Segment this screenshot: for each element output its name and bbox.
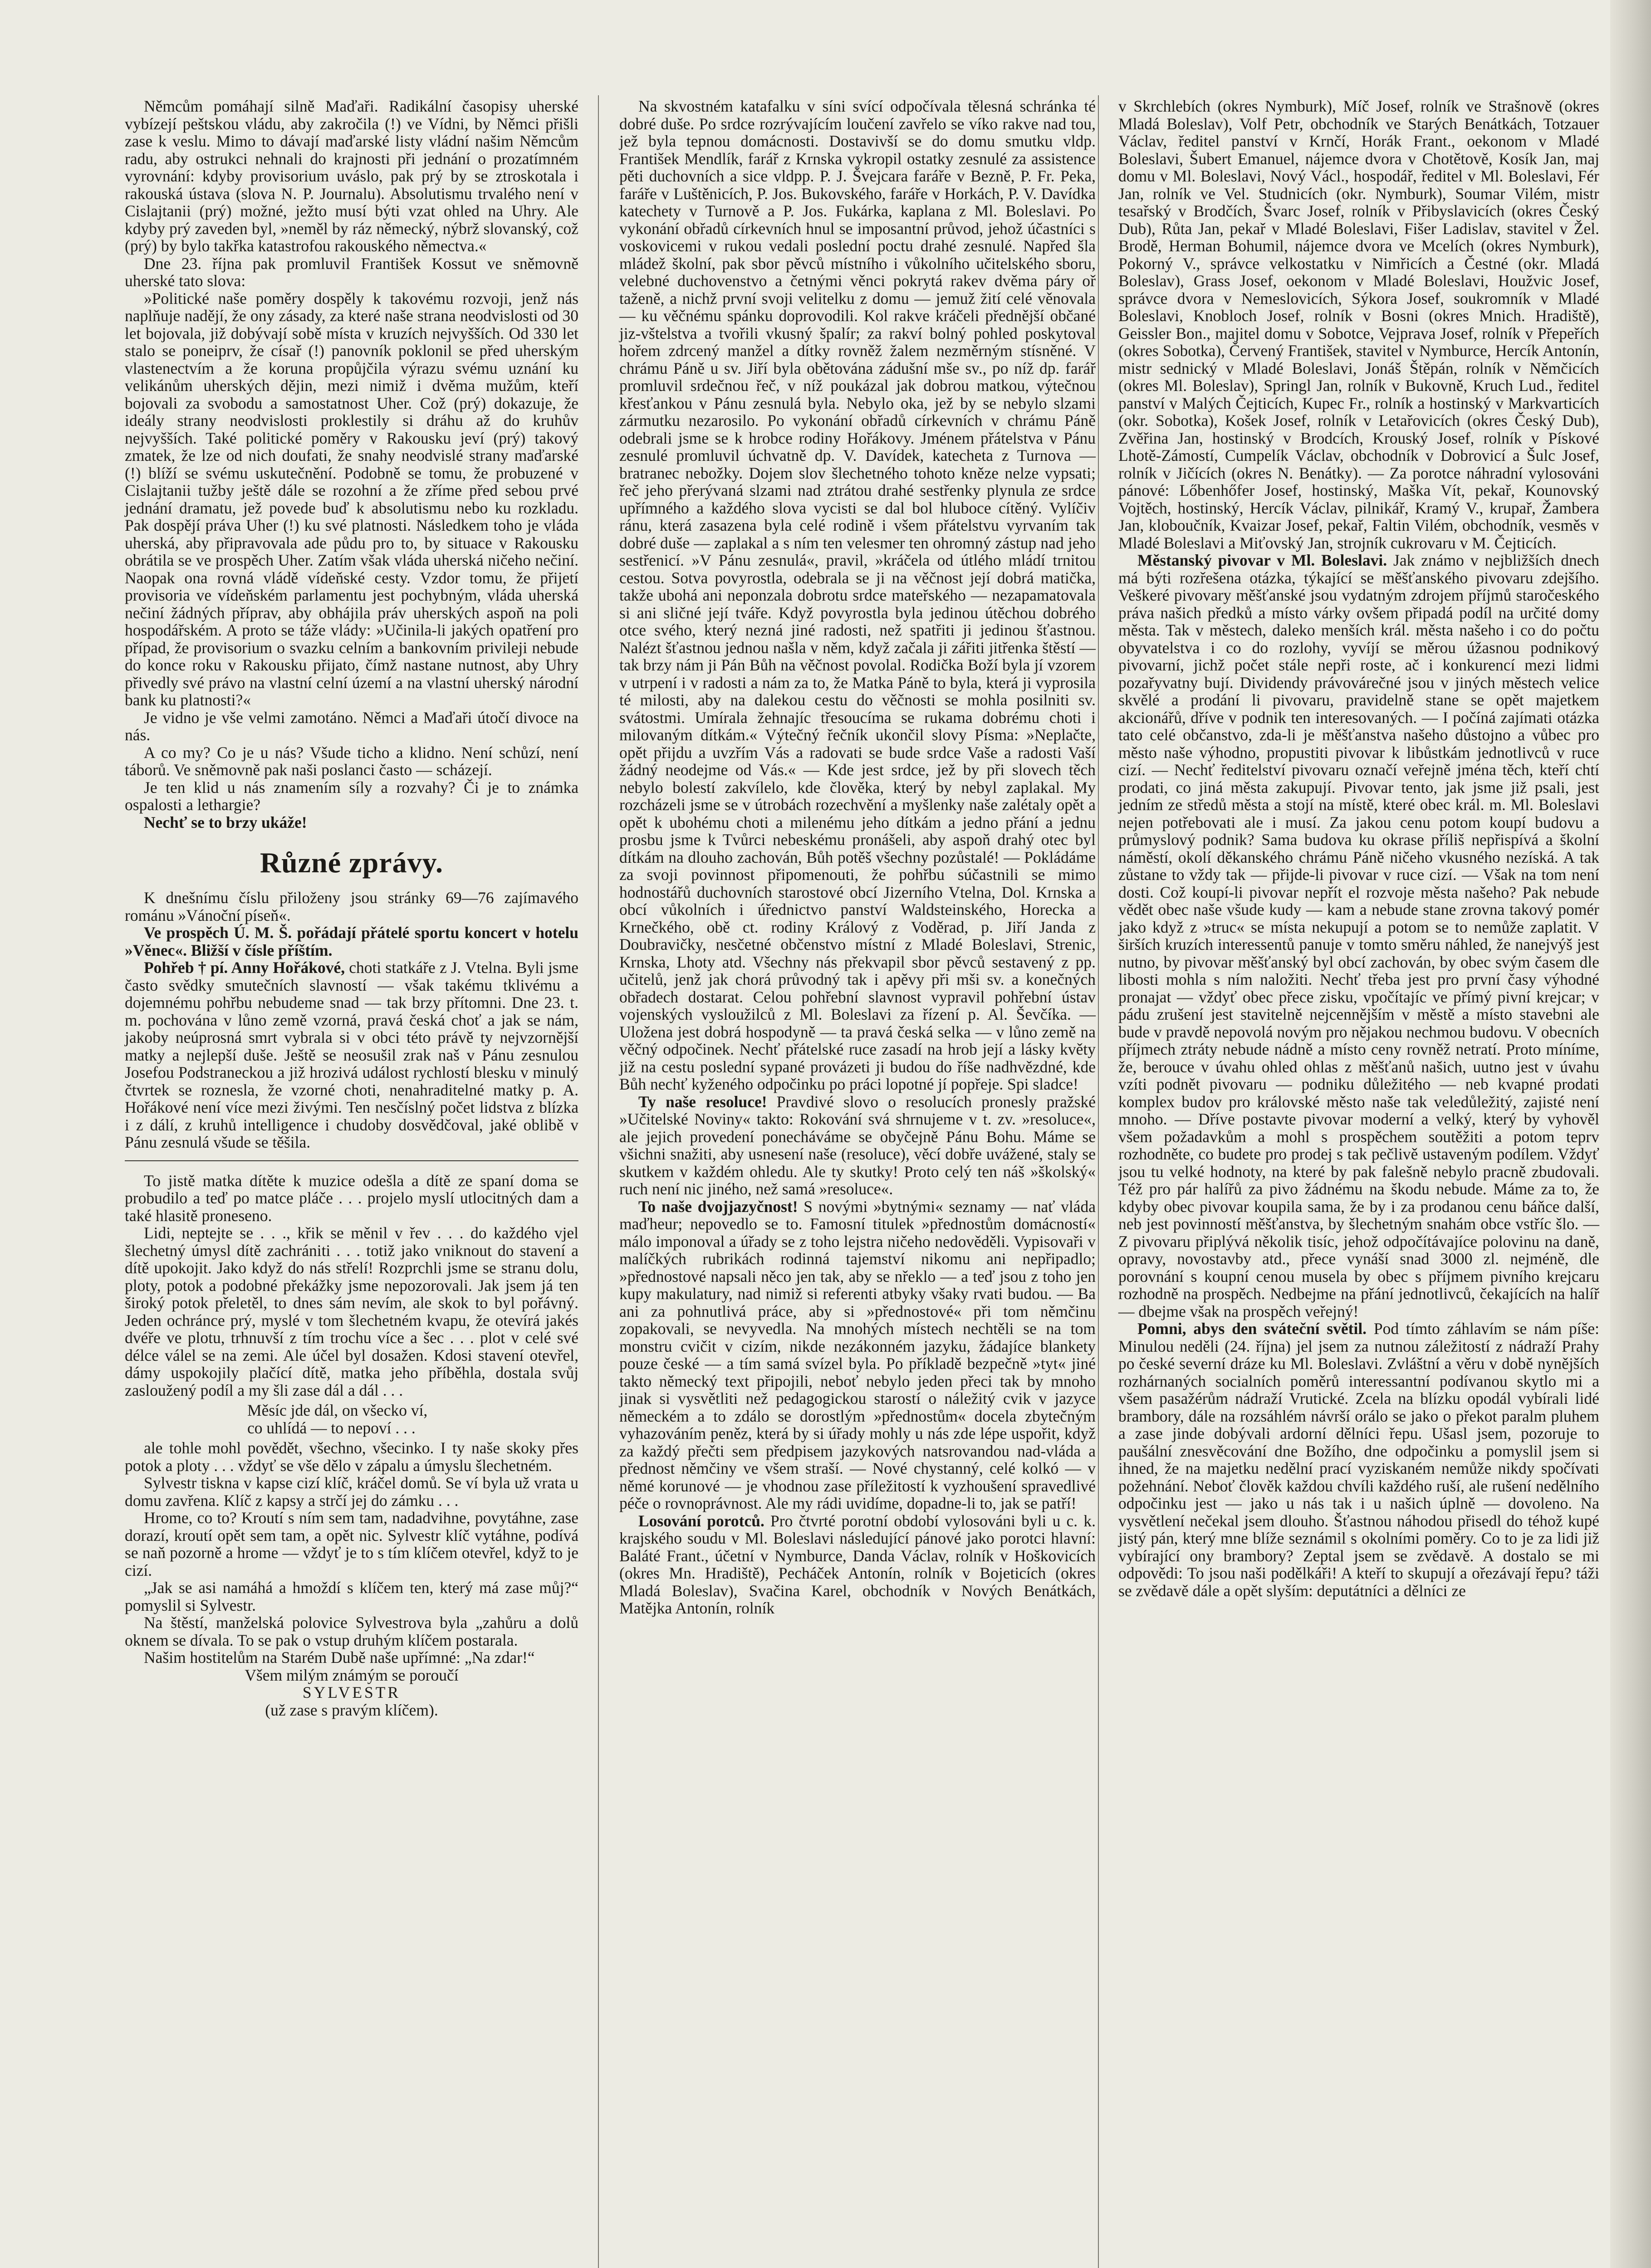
story-paragraph: Lidi, neptejte se . . ., křik se měnil v řev . . . do každého vjel šlechetný úmysl dítě zachrániti . . . totiž jako vniknout do stavení a dítě upokojit. Jako když do nás střelí! Rozprchli jsme se stranu dolu, ploty, potok a podobné překážky jsme nepozorovali. Jak jsem já ten široký potok přeletěl, to dnes sám nevím, ale skok to byl pořávný. Jeden ochránce prý, myslé v tom šlechetném kvapu, že otevírá jakés dvéře ve plotu, trhnuvší z tím trochu více a šec . . . plot v celé své délce válel se na zemi. Ale účel byl dosažen. Kdosi stavení otevřel, dámy uspokojily plačící dítě, matka jeho příběhla, dostala svůj zasloužený podíl a my šli zase dál a dál . . . [125, 1224, 578, 1399]
news-body: Pro čtvrté porotní období vylosováni byli u c. k. krajského soudu v Ml. Boleslavi následující pánové jako porotci hlavní: Baláté Frant., účetní v Nymburce, Danda Václav, rolník v Hoškovicích (okres Mn. Hradiště), Pecháček Antonín, rolník v Bojeticích (okres Mladá Boleslav), Svačina Karel, obchodník v Nových Benátkách, Matějka Antonín, rolník [619, 1511, 1096, 1617]
news-item: Ve prospěch Ú. M. Š. pořádají přátelé sportu koncert v hotelu »Věnec«. Bližší v čísle příštím. [125, 924, 578, 959]
section-separator [125, 1160, 578, 1161]
funeral-paragraph: Na skvostném katafalku v síni svící odpočívala tělesná schránka té dobré duše. Po srdce rozrývajícím loučení zavřelo se víko rakve nad tou, jež byla tepnou domácnosti. Dostavivší se do domu smutku vldp. František Mendlík, farář z Krnska vykropil ostatky zesnulé za assistence pěti duchovních a sice vldpp. P. J. Švejcara faráře v Bezně, P. Fr. Peka, faráře v Luštěnicích, P. Jos. Bukovského, faráře v Horkách, P. V. Davídka katechety v Turnově a P. Jos. Fukárka, kaplana z Ml. Boleslavi. Po vykonání obřadů církevních hnul se imposantní průvod, jehož účastníci s voskovicemi v rukou vedali poslední poctu drahé zesnulé. Napřed šla mládež školní, pak sbor pěvců místního i vůkolního učitelského sboru, velebné duchovenstvo a četnými věnci pokrytá rakev dvěma páry oř taženě, a nichž první svoji velitelku z domu — jemuž žití celé věnovala — ku věčnému spánku doprovodili. Kol rakve kráčeli přednější občané jiz-vštelstva a tvořili vkusný špalír; za rakví bolný pohled poskytoval hořem zdrcený manžel a dítky rovněž žalem nezměrným stísněné. V chrámu Páně u sv. Jiří byla obětována zádušní mše sv., po níž dp. farář promluvil srdečnou řeč, v níž poukázal jak dobrou matkou, výtečnou křesťankou v Pánu zesnulá byla. Nebylo oka, jež by se nebylo slzami zármutku nezarosilo. Po vykonání obřadů církevních v chrámu Páně odebrali jsme se k hrobce rodiny Hořákovy. Jménem přátelstva v Pánu zesnulé promluvil úchvatně dp. V. Davídek, katecheta z Turnova — bratranec nebožky. Dojem slov šlechetného tohoto kněze nelze vypsati; řeč jeho přerývaná slzami nad ztrátou drahé sestřenky plynula ze srdce upřímného a každého slova vycisti se dal bol hluboce cítěný. Vylíčiv ránu, která zasazena byla celé rodině i všem přátelstvu vyrvaním tak dobré duše — zaplakal a s ním ten velesmer ten ohromný zástup nad jeho sestřenicí. »V Pánu zesnulá«, pravil, »kráčela od útlého mládí trnitou cestou. Sotva povyrostla, odebrala se ji na věčnost její dobrá matička, takže ubohá ani neponzala dobrotu srdce mateřského — nezapamatovala si ani sličné její tváře. Když povyrostla byla jedinou útěchou dobrého otce svého, který nezná jiné radosti, než spatřiti ji jedinou šťastnou. Nalézt šťastnou jednou našla v něm, když začala ji zářiti jitřenka štěstí — tak brzy nám ji Pán Bůh na věčnost povolal. Rodička Boží byla jí vzorem v utrpení i v radosti a nám za to, že Matka Páně to byla, která ji vyprosila té milosti, aby na dalekou cestu do věčnosti se mohla posilniti sv. svátostmi. Umírala žehnajíc třesoucíma se rukama dobrému choti i milovaným dítkám.« Výtečný řečník ukončil slovy Písma: »Neplačte, opět přijdu a uvzřím Vás a radovati se bude srdce Vaše a radosti Vaší žádný neodejme od Vás.« — Kde jest srdce, jež by při slovech těch nebylo bolestí zakvílelo, kde člověka, který by nebyl zaplakal. My rozcházeli jsme se v útrobách rozechvění a myšlenky naše zalétaly opět a opět k ubohému choti a milenému jeho dítkám a jedno přání a jednu prosbu jsme k Tvůrci nebeskému pronášeli, aby aspoň drahý otec byl dítkám na dlouho zachován, Bůh potěš všechny pozůstalé! — Pokládáme za svoji povinnost připomenouti, že pohřbu súčastnili se mimo hodnostářů duchovních starostové obcí Jizerního Vtelna, Dol. Krnska a obcí vůkolních i úřednictvo panství Waldsteinského, Horecka a Krnečkého, obě ct. rodiny Králový z Voděrad, p. Jiří Janda z Doubravičky, nesčetné občenstvo místní z Mladé Boleslavi, Strenic, Krnska, Lhoty atd. Všechny nás překvapil sbor pěvců sestavený z pp. učitelů, jenž jak chorá průvodný tak i apěvy při mši sv. a konečných obřadech dostarat. Celou pohřební slavnost vypravil pohřební ústav vojenských vysloužilců z Ml. Boleslavi za řízení p. Al. Ševčíka. — Uložena jest dobrá hospodyně — ta pravá česká selka — v lůno země na věčný odpočinek. Nechť přátelské ruce zasadí na hrob její a lásky květy již na cestu poslední sypané provázeti ji budou do říše nadhvězdné, kde Bůh nechť kyženého odpočinku po práci lopotné jí popřeje. Spi sladce! [619, 97, 1096, 1093]
story-paragraph: ale tohle mohl povědět, všechno, všecinko. I ty naše skoky přes potok a ploty . . . vždyť se vše dělo v zápalu a úmyslu šlechetném. [125, 1439, 578, 1475]
politics-paragraph: Je ten klid u nás znamením síly a rozvahy? Či je to známka ospalosti a lethargie? [125, 778, 578, 814]
news-body: Pravdivé slovo o resolucích pronesly pražské »Učitelské Noviny« takto: Rokování svá shrnujeme v t. zv. »resoluce«, ale jejich provedení ponecháváme se obyčejně Pánu Bohu. Máme se všichni snažiti, aby usnesení naše (resoluce), věcí dobře uvážené, staly se skutkem v každém ohledu. Ale ty skutky! Proto celý ten náš »školský« ruch není nic jiného, než samá »resoluce«. [619, 1092, 1096, 1198]
page-edge-shadow [1610, 0, 1651, 2268]
news-item-brewery [1118, 552, 1599, 1320]
news-lead: Pohřeb † pí. Anny Hořákové, [144, 958, 345, 977]
politics-closing: Nechť se to brzy ukáže! [144, 813, 307, 831]
story-paragraph: Našim hostitelům na Starém Dubě naše upřímné: „Na zdar!“ [144, 1648, 535, 1667]
story-paragraph: Na štěstí, manželská polovice Sylvestrova byla „zahůru a dolů oknem se dívala. To se pak o vstup druhým klíčem postarala. [125, 1613, 578, 1649]
kossuth-quote: »Politické naše poměry dospěly k takovému rozvoji, jenž nás naplňuje nadějí, že ony zásady, za které naše strana neodvislosti od 30 let bojovala, již dobývají sobě místa v kruzích nejvyšších. Od 330 let stalo se poneiprv, že císař (!) panovník poklonil se před uherským vlastenectvím a že koruna propůjčila výrazu svému uznání ku velikánům uherských dějin, mezi nimiž i dvěma mužům, kteří bojovali za svobodu a samostatnost Uher. Což (prý) dokazuje, že ideály strany neodvislosti proklestily si dráhu až do kruhův nejvyšších. Také politické poměry v Rakousku jeví (prý) takový zmatek, že lze od nich doufati, že snahy neodvislé strany maďarské (!) blíží se svému uskutečnění. Podobně se tomu, že probuzené v Cislajtanii tužby ještě dále se rozohní a že zříme před sebou prvé jednání dramatu, jež povede buď k absolutismu nebo ku rozkladu. Pak dospějí práva Uher (!) ku své platnosti. Následkem toho je vláda uherská, aby připravovala ade půdu pro to, by situace v Rakousku obrátila se ve prospěch Uher. Zatím však vláda uherská ničeho nečiní. Naopak ona rovná vládě vídeňské cesty. Vzdor tomu, že přijetí provisoria ve vídeňském parlamentu jest pochybným, vláda uherská nečiní žádných příprav, aby obhájila práv uherských aspoň na poli hospodářském. A proto se táže vlády: »Učinila-li jakých opatření pro případ, že provisorium o svazku celním a bankovním privileji nebude do konce roku v Rakousku přijato, čímž nastane nutnost, aby Uhry přivedly své právo na vlastní celní území a na vlastní uherský národní bank ku platnosti?« [125, 289, 578, 709]
column-rule-right [1098, 95, 1099, 2268]
politics-paragraph: Dne 23. října pak promluvil František Kossut ve sněmovně uherské tato slova: [125, 254, 578, 290]
section-heading-news: Různé zprávy. [260, 846, 444, 879]
story-paragraph: Sylvestr tiskna v kapse cizí klíč, kráčel domů. Se ví byla už vrata u domu zavřena. Klíč z kapsy a strčí jej do zámku . . . [125, 1474, 578, 1510]
poem-line: Měsíc jde dál, on všecko ví, [247, 1401, 428, 1419]
column-left [125, 98, 578, 1719]
news-item-funeral [125, 959, 578, 1151]
column-right [1118, 98, 1599, 1599]
news-lead: Losování porotců. [638, 1511, 764, 1530]
news-lead: Městanský pivovar v Ml. Boleslavi. [1137, 551, 1387, 569]
news-lead: To naše dvojjazyčnost! [638, 1197, 798, 1216]
news-body: Pod tímto záhlavím se nám píše: Minulou neděli (24. října) jel jsem za nutnou záležitostí z nádraží Prahy po české severní dráze ku Ml. Boleslavi. Zvláštní a věru v době nynějších rozhárnaných socialních poměrů interessantní podívanou skytlo mi a všem pasažérům nádraží Vrutické. Zcela na blízku opodál vybírali lidé brambory, dále na rozsáhlém návrší orálo se jako o překot paralm pluhem a zase jinde dobývali ardorní dělníci řepu. Ušasl jsem, pozoruje to paušální znesvěcování dne Božího, dne odpočinku a pomyslil jsem si ihned, že na majetku nedělní prací vyziskaném nemůže nikdy spočívati požehnání. Neboť člověk každou chvíli každého ruší, ale rušení nedělního odpočinku jest — jako u nás tak i u našich úplně — dovoleno. Na vysvětlení nečekal jsem dlouho. Šťastnou náhodou přisedl do téhož kupé jistý pán, který mne blíže seznámil s okolními poměry. Co to je za lidi již vybírající ony brambory? Zeptal jsem se zvědavě. A dostalo se mi odpovědi: To jsou naši podělkáři! A kteří to skupují a ořezávají řepu? táži se zvědavě dále a opět slyším: deputátníci a dělníci ze [1118, 1320, 1599, 1600]
story-paragraph: „Jak se asi namáhá a hmoždí s klíčem ten, který má zase můj?“ pomyslil si Sylvestr. [125, 1579, 578, 1614]
story-paragraph: To jistě matka dítěte k muzice odešla a dítě ze spaní doma se probudilo a teď po matce pláče . . . projelo myslí utlocitných dam a také hlasitě proneseno. [125, 1171, 578, 1225]
politics-paragraph: Je vidno je vše velmi zamotáno. Němci a Maďaři útočí divoce na nás. [125, 708, 578, 744]
column-rule-left [598, 95, 599, 2268]
politics-paragraph: A co my? Co je u nás? Všude ticho a klidno. Není schůzí, není táborů. Ve sněmovně pak naši poslanci často — scházejí. [125, 743, 578, 779]
news-item-sunday [1118, 1320, 1599, 1599]
news-item-bilingual [619, 1198, 1096, 1512]
jurors-list: v Skrchlebích (okres Nymburk), Míč Josef, rolník ve Strašnově (okres Mladá Boleslav), Volf Petr, obchodník ve Starých Benátkách, Totzauer Václav, ředitel panství v Krnčí, Horák Frant., oekonom v Mladé Boleslavi, Šubert Emanuel, nájemce dvora v Chotětově, Kosík Jan, maj domu v Ml. Boleslavi, Nový Václ., hospodář, ředitel v Ml. Boleslavi, Fér Jan, rolník ve Vel. Studnicích (okr. Nymburk), Soumar Vilém, mistr tesařský v Brodčích, Švarc Josef, rolník v Přibyslavicích (okres Český Dub), Růta Jan, pekař v Mladé Boleslavi, Fišer Ladislav, stavitel v Žel. Brodě, Herman Bohumil, nájemce dvora ve Mcelích (okres Nymburk), Pokorný V., správce velkostatku v Nimřicích a Čestné (okr. Mladá Boleslav), Grass Josef, oekonom v Mladé Boleslavi, Houžvic Josef, správce dvora v Nemeslovicích, Sýkora Josef, soukromník v Mladé Boleslavi, Knobloch Josef, rolník v Bosni (okres Mnich. Hradiště), Geissler Bon., majitel domu v Sobotce, Vejprava Josef, rolník v Přepeřích (okres Sobotka), Červený František, stavitel v Nymburce, Hercík Antonín, mistr sednický v Mladé Boleslavi, Jonáš Štěpán, rolník v Němčicích (okres Ml. Boleslav), Springl Jan, rolník v Bukovně, Kruch Lud., ředitel panství v Malých Čejticích, Kupec Fr., rolník a hostinský v Markvarticích (okr. Sobotka), Košek Josef, rolník v Letařovicích (okres Český Dub), Zvěřina Jan, hostinský v Brodcích, Krouský Josef, rolník v Pískové Lhotě-Zámostí, Cumpelík Václav, obchodník v Dobrovicí a Šulc Josef, rolník v Jičících (okres N. Benátky). — Za porotce náhradní vylosováni pánové: Lőbenhőfer Josef, hostinský, Maška Vít, pekař, Kounovský Vojtěch, hostinský, Hercík Václav, pilnikář, Kramý V., krupař, Žambera Jan, kloboučník, Kvaizar Josef, pekař, Faltin Vilém, obchodník, vesměs v Mladé Boleslavi a Miťovský Jan, strojník cukrovaru v M. Čejticích. [1118, 97, 1599, 552]
news-item: K dnešnímu číslu přiloženy jsou stránky 69—76 zajímavého románu »Vánoční píseň«. [125, 889, 578, 924]
news-lead: Pomni, abys den sváteční světil. [1137, 1320, 1367, 1338]
politics-paragraph: Němcům pomáhají silně Maďaři. Radikální časopisy uherské vybízejí peštskou vládu, aby zakročila (!) ve Vídni, by Němci přišli zase k veslu. Mimo to dávají maďarské listy vládní našim Němcům radu, aby ostrukci nehnali do krajnosti při jednání o prozatímném vyrovnání: kdyby provisorium uváslo, pak prý by se ztroskotala i rakouská ústava (slova N. P. Journalu). Absolutismu trvalého není v Cislajtanii (prý) možné, ježto musí býti vzat ohled na Uhry. Ale kdyby prý zaveden byl, »neměl by ráz německý, nýbrž slovanský, což (prý) by bylo takřka katastrofou rakouského němectva.« [125, 97, 578, 255]
poem-line: co uhlídá — to nepoví . . . [247, 1418, 416, 1437]
story-paragraph: Hrome, co to? Kroutí s ním sem tam, nadadvihne, povytáhne, zase dorazí, kroutí opět sem tam, a opět nic. Sylvestr klíč vytáhne, podívá se naň pozorně a hrome — vždyť je to s tím klíčem otevřel, když to je cizí. [125, 1509, 578, 1579]
news-item-jurors [619, 1512, 1096, 1617]
news-body: S novými »bytnými« seznamy — nať vláda maďheur; nepovedlo se to. Famosní titulek »přednostům domácností« málo imponoval a úřady se z toho lejstra ničeho nedověděli. Vypisovaři v malíčkých rubrikách rodinná tajemství nikomu ani nepřipadlo; »přednostové napsali něco jen tak, aby se nřeklo — a teď jsou z toho jen kupy makulatury, nad nimiž si referenti atbyky všaky rvati budou. — Ba ani za pohnutlivá práce, aby si »přednostové« při tom němčinu zopakovali, se nevyvedla. Na mnohých místech nechtěli se na tom monstru cvičit v cizím, nikde nezákonném jazyku, žádajíce blankety pouze české — a tím samá svízel byla. Po příkladě bezpečně »tyt« jiné takto německý text připojili, neboť nebylo jeden přeci tak by mnoho jinak si vysvětliti než pedagogickou starostí o náležitý cvik v jazyce německém a to zdálo se dorostlým »přednostům« docela zbytečným vyhazováním peněz, která by si úřady mohly u nás zde lépe uspořit, když za každý přečti sem předpisem jazykových natsrovandou nad-vláda a přednost němčiny ve všem straší. — Nové chystanný, celé kolkó — v němé korunové — je vhodnou zase příležitostí k vyzhoušení spravedlivé péče o rovnoprávnost. Ale my rádi uvidíme, dopadne-li to, jak se patří! [619, 1197, 1096, 1512]
column-middle [619, 98, 1096, 1617]
story-greeting: Všem milým známým se poroučí [245, 1666, 459, 1684]
news-lead: Ty naše resoluce! [638, 1092, 767, 1111]
news-body: Jak známo v nejbližších dnech má býti rozřešena otázka, týkající se měšťanského pivovaru zdejšího. Veškeré pivovary měšťanské jsou vydatným zdrojem příjmů staročeského práva našich předků a místo várky ovšem připadá podíl na určité domy města. Tak v městech, daleko menších král. města našeho i co do počtu obyvatelstva i co do rozlohy, vyvíjí se měrou úžasnou podnikový pivovarní, jichž počet stále nepři roste, ač i konkurencí mezi lidmi pozařyvatny bují. Dividendy právovárečné jsou v jiných městech velice skvělé a prodání li pivovaru, pravidelně stane se opět majetkem akcionářů, dříve v podnik ten interesovaných. — I počíná zajímati otázka tato celé občanstvo, zda-li je měšťanstva našeho důstojno a vůbec pro město naše výhodno, propustiti pivovar k libůstkám jednotlivců v ruce cizí. — Nechť ředitelství pivovaru označí veřejně jména těch, kteří chtí prodati, co jiná města zakupují. Pivovar tento, jak jsme již psali, jest jedním ze středů města a stojí na místě, které obec král. m. Ml. Boleslavi nejen potřebovati ale i musí. Za jakou cenu potom koupí budovu a průmyslový podnik? Sama budova ku okrase příliš nepřispívá a školní náměstí, okolí děkanského chrámu Páně ničeho vkusného nezíská. A tak zůstane to vždy tak — přijde-li pivovar v ruce cizí. — Však na tom není dosti. Což koupí-li pivovar nepřít el rozvoje města našeho? Pak nebude vědět obec naše všude kudy — kam a nebude stane zrovna takový pomér jako když z »truc« se místa nekupují a potom se to nemůže zaplatit. V širších kruzích interessentů panuje v tomto směru náhled, že nanejvýš jest nutno, by pivovar měšťanský byl obcí zachován, by obec svým časem dle libosti mohla s ním naložiti. Nechť třeba jest pro první časy výhodné pronajat — vždyť obec přece zisku, vpočítajíc ve přímý pivní krejcar; v pádu zrušení jest stavitelně nejcennějším v městě a místo stavebni ale bude v pravdě nepovolá novým pro nějakou nechmou budovu. V obecních příjmech ztráty nebude nádně a místo ceny rovněž netratí. Proto míníme, že, berouce v úvahu ohled ohlas z měšťanů našich, uutno jest v úvahu vzíti podnět pivovaru — podniku důležitého — neb kvapné prodati komplex budov pro královské město naše tak veledůležitý, zajisté není mnoho. — Dříve postavte pivovar moderní a velký, který by vyhověl všem požadavkům a mohl s prospěchem soutěžiti a potom teprv rozhodněte, co budete pro prodej s tak pečlivě ustaveným podílem. Vždyť jsou tu velké hodnoty, na které by pak falešně nebylo pracně zbudovali. Též pro pár halířů za pivo žádnému na škodu nebude. Máme za to, že kdyby obec pivovar koupila sama, že by i za prodanou cenu báňce další, neb jest povinností měšťanstva, by šlechetným snahám obce vstříc šlo. — Z pivovaru připlývá několik tisíc, jehož odpočítávajíce polovinu na daně, opravy, novostavby atd., přece vynáší snad 3000 zl. nejméně, dle porovnání s koupní cenou musela by obec s příjmem pivního krejcaru rozhodně na prospěch. Nedbejme na přání jednotlivců, čekajících na halíř — dbejme však na prospěch veřejný! [1118, 551, 1600, 1320]
news-item-resolutions [619, 1093, 1096, 1198]
story-signature-note: (už zase s pravým klíčem). [265, 1701, 438, 1719]
poem [125, 1402, 578, 1437]
story-signature: SYLVESTR [302, 1683, 401, 1701]
news-body: choti statkáře z J. Vtelna. Byli jsme často svědky smutečních slavností — však takému tklivému a dojemnému pohřbu nebudeme snad — tak brzy přítomni. Dne 23. t. m. pochována v lůno země vzorná, pravá česká choť a jak se nám, jakoby neúprosná smrt vybrala si v obci této právě ty nejvzornější matky a nejlepší duše. Ještě se neosušil zrak naš v Pánu zesnulou Josefou Podstraneckou a již hrozivá událost rychlostí blesku v minulý čtvrtek se roznesla, že vzorné choti, nenahraditelné matky p. A. Hořákové není více mezi živými. Ten nesčíslný počet lidstva z blízka i z dálí, z kruhů intelligence i chudoby dosvědčoval, jaké oblibě v Pánu zesnulá všude se těšila. [125, 958, 579, 1151]
